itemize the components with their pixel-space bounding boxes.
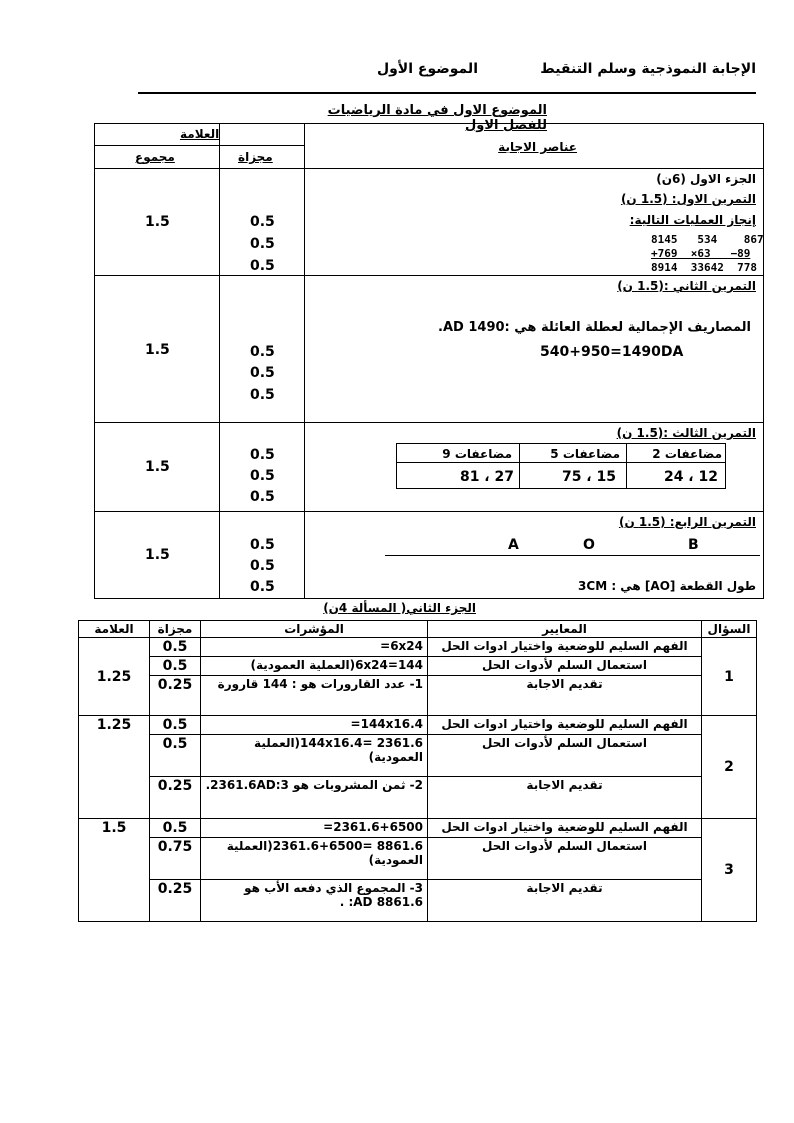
row-mark: 0.25 <box>150 880 201 922</box>
ex4-mark: 0.5 <box>250 537 275 553</box>
table-row <box>79 819 757 838</box>
table-row <box>79 638 757 657</box>
main-title: الموضوع الاول في مادة الرياضيات للفصل الاول <box>327 103 547 133</box>
table-row <box>79 657 757 676</box>
mark-header: العلامة <box>79 621 150 638</box>
group-total: 1.25 <box>79 638 150 716</box>
ex3-mark: 0.5 <box>250 489 275 505</box>
col-part-header: مجزاة <box>238 150 273 164</box>
ex1-op-row3: 8914 33642 778 <box>651 261 757 274</box>
part2-title: الجزء الثاني( المسألة 4ن) <box>323 601 476 615</box>
part-header: مجزاة <box>150 621 201 638</box>
ex1-mark: 0.5 <box>250 236 275 252</box>
multiples-9-values: 27 ، 81 <box>459 469 514 485</box>
point-b-label: B <box>688 537 699 553</box>
row-criteria: تقديم الاجابة <box>428 777 702 819</box>
multiples-2-header: مضاعفات 2 <box>652 447 722 461</box>
ex2-mark: 0.5 <box>250 365 275 381</box>
col-divider <box>304 123 305 599</box>
ex4-answer: طول القطعة [AO] هي : 3CM <box>578 579 756 593</box>
criteria-header: المعايير <box>428 621 702 638</box>
row-criteria: تقديم الاجابة <box>428 880 702 922</box>
row-mark: 0.25 <box>150 777 201 819</box>
row-criteria: استعمال السلم لأدوات الحل <box>428 838 702 880</box>
row-divider <box>94 422 764 423</box>
col-mark-header: العلامة <box>180 127 220 141</box>
row-indicator: 2- ثمن المشروبات هو 2361.6AD:3. <box>201 777 428 819</box>
row-mark: 0.75 <box>150 838 201 880</box>
ex1-instruction: إنجاز العمليات التالية: <box>629 213 756 227</box>
ex3-total: 1.5 <box>145 459 170 475</box>
row-indicator: 3- المجموع الذي دفعه الأب هو 8861.6 AD: . <box>201 880 428 922</box>
ex2-title: التمرين الثاني :(1.5 ن) <box>617 279 756 293</box>
multiples-9-header: مضاعفات 9 <box>442 447 512 461</box>
ex2-line1: المصاريف الإجمالية لعطلة العائلة هي :AD 1490. <box>438 320 751 335</box>
row-criteria: تقديم الاجابة <box>428 676 702 716</box>
table-row <box>79 880 757 922</box>
ex4-mark: 0.5 <box>250 579 275 595</box>
doc-title: الإجابة النموذجية وسلم التنقيط <box>540 61 756 77</box>
multiples-5-header: مضاعفات 5 <box>550 447 620 461</box>
indicators-header: المؤشرات <box>201 621 428 638</box>
question-number: 3 <box>702 819 757 922</box>
row-mark: 0.5 <box>150 819 201 838</box>
col-divider <box>626 443 627 489</box>
row-divider <box>94 168 764 169</box>
point-o-label: O <box>583 537 595 553</box>
row-criteria: الفهم السليم للوضعية واختيار ادوات الحل <box>428 638 702 657</box>
row-divider <box>94 145 304 146</box>
col-answer-header: عناصر الاجابة <box>498 140 577 154</box>
ex4-title: التمرين الرابع: (1.5 ن) <box>618 515 756 529</box>
row-divider <box>396 462 726 463</box>
question-header: السؤال <box>702 621 757 638</box>
ex1-mark: 0.5 <box>250 214 275 230</box>
segment-line <box>385 555 760 556</box>
row-indicator: 2361.6+6500= <box>201 819 428 838</box>
row-divider <box>94 275 764 276</box>
row-mark: 0.5 <box>150 716 201 735</box>
ex1-total: 1.5 <box>145 214 170 230</box>
table-row <box>79 777 757 819</box>
table-row <box>79 676 757 716</box>
col-divider <box>519 443 520 489</box>
row-indicator: 6x24=144(العملية العمودية) <box>201 657 428 676</box>
group-total: 1.5 <box>79 819 150 922</box>
row-criteria: الفهم السليم للوضعية واختيار ادوات الحل <box>428 819 702 838</box>
ex3-mark: 0.5 <box>250 447 275 463</box>
ex2-line2: 540+950=1490DA <box>540 344 684 360</box>
row-indicator: 8861.6 =2361.6+6500(العملية العمودية) <box>201 838 428 880</box>
table-row <box>79 735 757 777</box>
multiples-5-values: 15 ، 75 <box>561 469 616 485</box>
ex1-op-row1: 8145 534 867 <box>651 233 764 246</box>
ex2-mark: 0.5 <box>250 344 275 360</box>
point-a-label: A <box>508 537 519 553</box>
ex2-total: 1.5 <box>145 342 170 358</box>
problem-grading-table <box>78 620 757 922</box>
col-divider <box>219 123 220 599</box>
table-header-row <box>79 621 757 638</box>
question-number: 1 <box>702 638 757 716</box>
question-number: 2 <box>702 716 757 819</box>
row-divider <box>94 511 764 512</box>
table-row <box>79 716 757 735</box>
multiples-2-values: 12 ، 24 <box>663 469 718 485</box>
group-total: 1.25 <box>79 716 150 819</box>
ex3-mark: 0.5 <box>250 468 275 484</box>
ex1-op-row2: +769 ×63 −89 <box>651 247 751 260</box>
row-mark: 0.25 <box>150 676 201 716</box>
row-indicator: 1- عدد القارورات هو : 144 قارورة <box>201 676 428 716</box>
header-divider <box>138 92 756 94</box>
row-indicator: 144x16.4= <box>201 716 428 735</box>
row-mark: 0.5 <box>150 735 201 777</box>
row-mark: 0.5 <box>150 638 201 657</box>
table-row <box>79 838 757 880</box>
ex2-mark: 0.5 <box>250 387 275 403</box>
ex4-total: 1.5 <box>145 547 170 563</box>
ex1-title: التمرين الاول: (1.5 ن) <box>620 192 756 206</box>
ex4-mark: 0.5 <box>250 558 275 574</box>
row-criteria: استعمال السلم لأدوات الحل <box>428 735 702 777</box>
col-total-header: مجموع <box>135 150 175 164</box>
row-indicator: 2361.6 =144x16.4(العملية العمودية) <box>201 735 428 777</box>
row-mark: 0.5 <box>150 657 201 676</box>
ex1-mark: 0.5 <box>250 258 275 274</box>
row-indicator: 6x24= <box>201 638 428 657</box>
part1-title: الجزء الاول (6ن) <box>656 172 756 186</box>
ex3-title: التمرين الثالث :(1.5 ن) <box>616 426 756 440</box>
row-criteria: استعمال السلم لأدوات الحل <box>428 657 702 676</box>
subject-label: الموضوع الأول <box>376 61 478 77</box>
row-criteria: الفهم السليم للوضعية واختيار ادوات الحل <box>428 716 702 735</box>
